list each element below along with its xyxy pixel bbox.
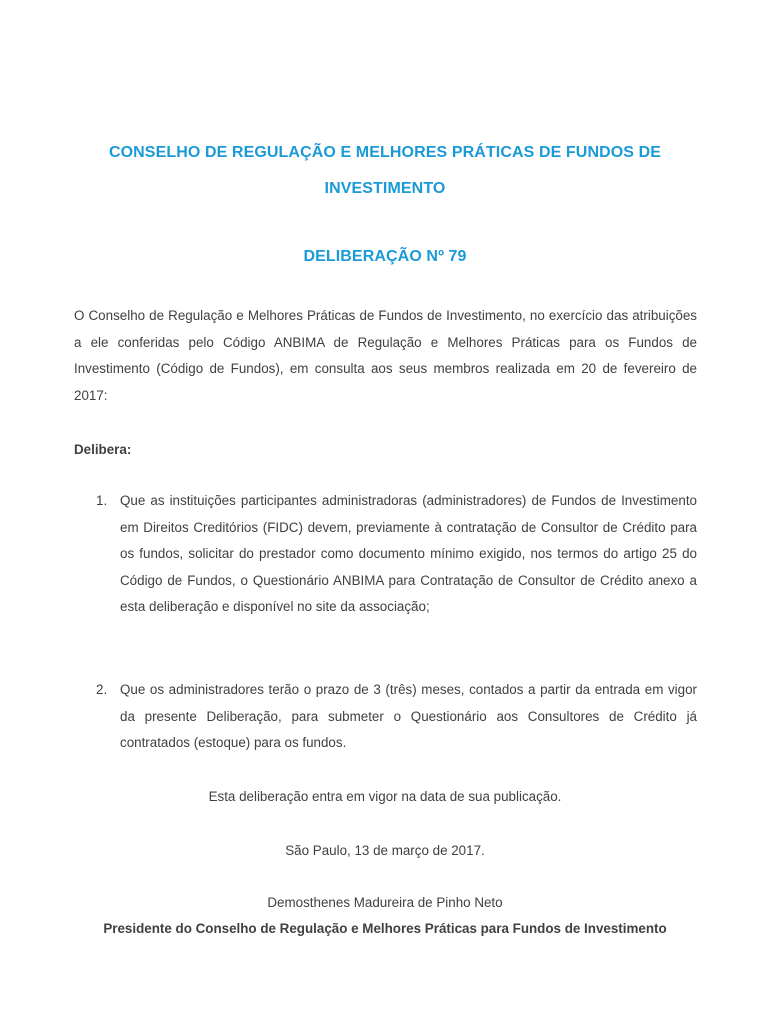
effective-statement: Esta deliberação entra em vigor na data de sua publicação.	[208, 789, 562, 804]
list-item	[96, 677, 697, 757]
deliberation-number: DELIBERAÇÃO Nº 79	[303, 248, 467, 265]
document-title: CONSELHO DE REGULAÇÃO E MELHORES PRÁTICAS DE FUNDOS DE INVESTIMENTO	[108, 144, 662, 197]
list-item-text: Que os administradores terão o prazo de 3 (três) meses, contados a partir da entrada em vigor da presente Deliberação, para submeter o Questionário aos Consultores de Crédito já contratados (estoque) para os fundos.	[120, 682, 697, 750]
signer-role: Presidente do Conselho de Regulação e Melhores Práticas para Fundos de Investimento	[103, 921, 667, 936]
place-date: São Paulo, 13 de março de 2017.	[285, 843, 485, 858]
list-item-text: Que as instituições participantes administradoras (administradores) de Fundos de Investimento em Direitos Creditórios (FIDC) devem, previamente à contratação de Consultor de Crédito para os fundos, solicitar do prestador como documento mínimo exigido, nos termos do artigo 25 do Código de Fundos, o Questionário ANBIMA para Contratação de Consultor de Crédito anexo a esta deliberação e disponível no site da associação;	[120, 493, 697, 614]
list-item-number: 1.	[96, 493, 108, 508]
intro-paragraph: O Conselho de Regulação e Melhores Práticas de Fundos de Investimento, no exercício das atribuições a ele conferidas pelo Código ANBIMA de Regulação e Melhores Práticas para os Fundos de Investimento (Código de Fundos), em consulta aos seus membros realizada em 20 de fevereiro de 2017:	[74, 308, 697, 403]
list-item-number: 2.	[96, 682, 108, 697]
signer-name: Demosthenes Madureira de Pinho Neto	[267, 895, 503, 910]
list-item	[96, 488, 697, 621]
delibera-label: Delibera:	[74, 442, 132, 457]
